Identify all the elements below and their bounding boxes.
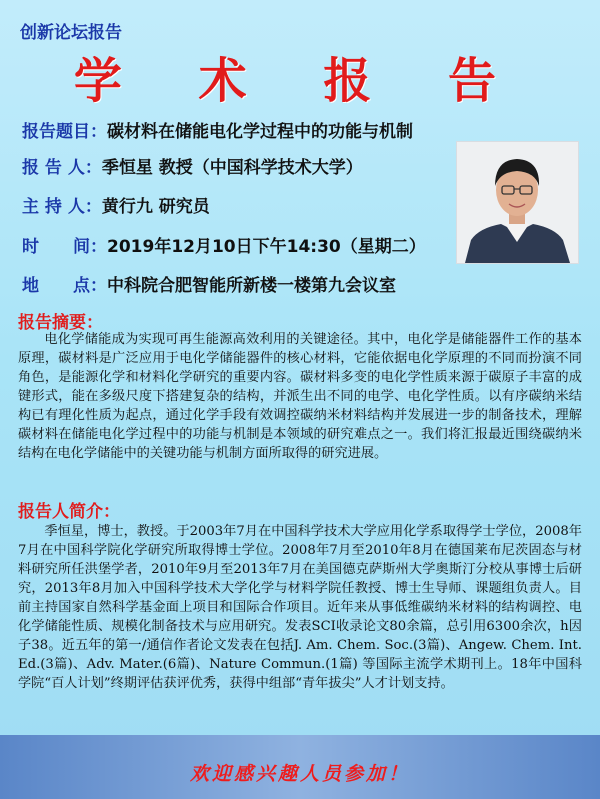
abstract-text: 电化学储能成为实现可再生能源高效利用的关键途径。其中，电化学是储能器件工作的基本原理，碳材料是广泛应用于电化学储能器件的核心材料，它能依据电化学原理的不同而扮演不同角色，是能源化学和材料化学研究的重要内容。碳材料多变的电化学性质来源于碳原子丰富的成键形式，能在多级尺度下搭建复杂的结构，并派生出不同的电学、电化学性质。以有序碳纳米结构已有理化性质为起点，通过化学手段有效调控碳纳米材料结构并发展进一步的制备技术，理解碳材料在储能电化学过程中的功能与机制是本领域的研究难点之一。我们将汇报最近围绕碳纳米结构在电化学储能中的关键功能与机制方面所取得的研究进展。 xyxy=(18,332,582,461)
host-label: 主 持 人： xyxy=(22,197,102,217)
speaker-label: 报 告 人： xyxy=(22,158,102,178)
time-label: 时 间： xyxy=(22,237,107,257)
header-tag: 创新论坛报告 xyxy=(20,23,122,43)
time-value: 2019年12月10日下午14:30（星期二） xyxy=(107,237,426,257)
report-title-row xyxy=(22,117,413,142)
report-title-label: 报告题目： xyxy=(22,122,107,142)
speaker-value: 季恒星 教授（中国科学技术大学） xyxy=(101,158,363,178)
place-row xyxy=(22,271,396,296)
host-value: 黄行九 研究员 xyxy=(101,197,210,217)
speaker-portrait-image xyxy=(457,142,578,263)
report-title-value: 碳材料在储能电化学过程中的功能与机制 xyxy=(107,122,413,142)
speaker-row xyxy=(22,153,363,178)
abstract-heading: 报告摘要： xyxy=(18,313,103,333)
footer-welcome-text: 欢迎感兴趣人员参加！ xyxy=(189,763,410,785)
bio-heading: 报告人简介： xyxy=(18,502,120,522)
time-row xyxy=(22,232,426,257)
place-label: 地 点： xyxy=(22,276,107,296)
speaker-photo xyxy=(456,141,579,264)
bio-text: 季恒星，博士，教授。于2003年7月在中国科学技术大学应用化学系取得学士学位，2008年7月在中国科学院化学研究所取得博士学位。2008年7月至2010年8月在德国莱布尼茨固态与材料研究所任洪堡学者，2010年9月至2013年7月在美国德克萨斯州大学奥斯汀分校从事博士后研究，2013年8月加入中国科学技术大学化学与材料学院任教授、博士生导师、课题组负责人。目前主持国家自然科学基金面上项目和国际合作项目。近年来从事低维碳纳米材料的结构调控、电化学储能性质、规模化制备技术与应用研究。发表SCI收录论文80余篇，总引用6300余次，h因子38。近五年的第一/通信作者论文发表在包括J. Am. Chem. Soc.(3篇)、Angew. Chem. Int. Ed.(3篇)、Adv. Mater.(6篇)、Nature Commun.(1篇) 等国际主流学术期刊上。18年中国科学院“百人计划”终期评估获评优秀，获得中组部“青年拔尖”人才计划支持。 xyxy=(18,524,582,691)
place-value: 中科院合肥智能所新楼一楼第九会议室 xyxy=(107,276,396,296)
host-row xyxy=(22,192,210,217)
main-title: 学 术 报 告 xyxy=(73,53,527,109)
